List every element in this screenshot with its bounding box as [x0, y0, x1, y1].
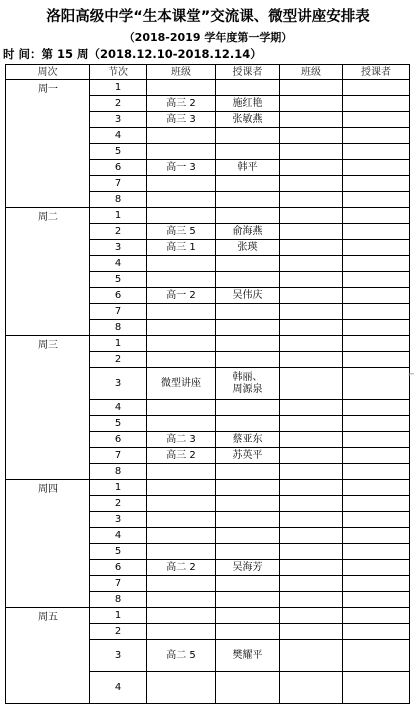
day-cell: 周五 — [6, 608, 90, 704]
header-class: 班级 — [147, 65, 216, 80]
teacher-cell-2 — [343, 464, 410, 480]
class-cell-2 — [280, 288, 343, 304]
class-cell — [147, 208, 216, 224]
time-line: 时 间：第 15 周（2018.12.10-2018.12.14） — [3, 47, 262, 61]
header-class-2: 班级 — [280, 65, 343, 80]
teacher-cell-2 — [343, 160, 410, 176]
teacher-cell: 俞海燕 — [216, 224, 280, 240]
teacher-cell — [216, 544, 280, 560]
period-cell: 2 — [90, 96, 147, 112]
class-cell-2 — [280, 128, 343, 144]
teacher-cell-2 — [343, 272, 410, 288]
teacher-cell-2 — [343, 352, 410, 368]
period-cell: 1 — [90, 336, 147, 352]
class-cell-2 — [280, 368, 343, 400]
class-cell — [147, 400, 216, 416]
class-cell-2 — [280, 672, 343, 704]
class-cell-2 — [280, 560, 343, 576]
header-period: 节次 — [90, 65, 147, 80]
teacher-cell-2 — [343, 576, 410, 592]
teacher-cell: 张敏燕 — [216, 112, 280, 128]
teacher-cell — [216, 208, 280, 224]
class-cell — [147, 352, 216, 368]
class-cell-2 — [280, 352, 343, 368]
teacher-cell — [216, 128, 280, 144]
teacher-cell-2 — [343, 320, 410, 336]
class-cell-2 — [280, 480, 343, 496]
teacher-cell — [216, 576, 280, 592]
teacher-cell-2 — [343, 560, 410, 576]
edge-mark: ⌐ — [408, 370, 415, 379]
class-cell-2 — [280, 80, 343, 96]
table-row — [6, 608, 410, 624]
class-cell-2 — [280, 256, 343, 272]
teacher-cell: 韩平 — [216, 160, 280, 176]
teacher-cell-2 — [343, 432, 410, 448]
class-cell-2 — [280, 176, 343, 192]
period-cell: 8 — [90, 320, 147, 336]
teacher-cell — [216, 272, 280, 288]
teacher-cell-2 — [343, 128, 410, 144]
teacher-cell-2 — [343, 448, 410, 464]
period-cell: 7 — [90, 448, 147, 464]
class-cell — [147, 576, 216, 592]
table-row — [6, 208, 410, 224]
class-cell — [147, 128, 216, 144]
header-teacher: 授课者 — [216, 65, 280, 80]
period-cell: 3 — [90, 640, 147, 672]
teacher-cell-2 — [343, 288, 410, 304]
teacher-cell — [216, 592, 280, 608]
teacher-cell-2 — [343, 192, 410, 208]
period-cell: 1 — [90, 480, 147, 496]
teacher-cell — [216, 480, 280, 496]
period-cell: 7 — [90, 304, 147, 320]
teacher-cell-2 — [343, 400, 410, 416]
class-cell: 高三 1 — [147, 240, 216, 256]
class-cell-2 — [280, 224, 343, 240]
teacher-cell — [216, 352, 280, 368]
day-cell: 周四 — [6, 480, 90, 608]
teacher-cell — [216, 512, 280, 528]
teacher-cell-2 — [343, 480, 410, 496]
teacher-line-2: 周源泉 — [232, 383, 263, 395]
teacher-cell — [216, 144, 280, 160]
class-cell-2 — [280, 96, 343, 112]
teacher-cell — [216, 320, 280, 336]
teacher-cell — [216, 192, 280, 208]
class-cell-2 — [280, 192, 343, 208]
class-cell: 高一 3 — [147, 160, 216, 176]
class-cell-2 — [280, 304, 343, 320]
day-cell: 周一 — [6, 80, 90, 208]
class-cell — [147, 512, 216, 528]
class-cell — [147, 464, 216, 480]
class-cell — [147, 608, 216, 624]
class-cell — [147, 416, 216, 432]
period-cell: 4 — [90, 256, 147, 272]
teacher-cell-2 — [343, 256, 410, 272]
class-cell-2 — [280, 272, 343, 288]
period-cell: 8 — [90, 592, 147, 608]
teacher-cell-2 — [343, 640, 410, 672]
class-cell — [147, 592, 216, 608]
table-row — [6, 480, 410, 496]
class-cell — [147, 272, 216, 288]
teacher-cell-2 — [343, 592, 410, 608]
class-cell-2 — [280, 496, 343, 512]
class-cell: 高二 2 — [147, 560, 216, 576]
class-cell — [147, 544, 216, 560]
document-subtitle: （2018-2019 学年度第一学期） — [123, 31, 293, 44]
teacher-cell-2 — [343, 496, 410, 512]
teacher-cell: 樊耀平 — [216, 640, 280, 672]
table-row — [6, 80, 410, 96]
period-cell: 8 — [90, 464, 147, 480]
teacher-cell-2 — [343, 304, 410, 320]
period-cell: 3 — [90, 240, 147, 256]
teacher-cell — [216, 624, 280, 640]
table-row — [6, 336, 410, 352]
class-cell-2 — [280, 416, 343, 432]
class-cell-2 — [280, 544, 343, 560]
day-cell: 周三 — [6, 336, 90, 480]
class-cell-2 — [280, 640, 343, 672]
teacher-cell — [216, 80, 280, 96]
period-cell: 5 — [90, 416, 147, 432]
class-cell — [147, 624, 216, 640]
class-cell — [147, 528, 216, 544]
class-cell-2 — [280, 400, 343, 416]
day-cell: 周二 — [6, 208, 90, 336]
schedule-table — [5, 64, 410, 704]
teacher-cell-2 — [343, 224, 410, 240]
class-cell: 微型讲座 — [147, 368, 216, 400]
class-cell-2 — [280, 112, 343, 128]
class-cell — [147, 192, 216, 208]
class-cell-2 — [280, 208, 343, 224]
teacher-cell — [216, 400, 280, 416]
teacher-cell: 张瑛 — [216, 240, 280, 256]
period-cell: 7 — [90, 176, 147, 192]
class-cell — [147, 256, 216, 272]
class-cell — [147, 304, 216, 320]
period-cell: 2 — [90, 496, 147, 512]
teacher-cell — [216, 368, 280, 400]
period-cell: 2 — [90, 224, 147, 240]
period-cell: 1 — [90, 208, 147, 224]
teacher-cell — [216, 464, 280, 480]
period-cell: 6 — [90, 432, 147, 448]
class-cell — [147, 80, 216, 96]
teacher-cell — [216, 528, 280, 544]
teacher-cell: 吴海芳 — [216, 560, 280, 576]
teacher-cell-2 — [343, 336, 410, 352]
class-cell — [147, 480, 216, 496]
teacher-cell — [216, 256, 280, 272]
teacher-cell-2 — [343, 544, 410, 560]
teacher-cell-2 — [343, 80, 410, 96]
class-cell-2 — [280, 320, 343, 336]
period-cell: 4 — [90, 528, 147, 544]
class-cell-2 — [280, 240, 343, 256]
teacher-cell-2 — [343, 512, 410, 528]
class-cell-2 — [280, 512, 343, 528]
period-cell: 5 — [90, 544, 147, 560]
teacher-cell: 蔡亚东 — [216, 432, 280, 448]
header-week: 周次 — [6, 65, 90, 80]
class-cell-2 — [280, 608, 343, 624]
class-cell-2 — [280, 432, 343, 448]
teacher-cell — [216, 176, 280, 192]
class-cell — [147, 336, 216, 352]
teacher-cell — [216, 336, 280, 352]
class-cell — [147, 672, 216, 704]
class-cell-2 — [280, 448, 343, 464]
class-cell-2 — [280, 464, 343, 480]
document-title: 洛阳高级中学“生本课堂”交流课、微型讲座安排表 — [46, 9, 370, 25]
period-cell: 2 — [90, 352, 147, 368]
period-cell: 4 — [90, 400, 147, 416]
class-cell: 高三 2 — [147, 448, 216, 464]
teacher-cell — [216, 608, 280, 624]
teacher-cell-2 — [343, 368, 410, 400]
period-cell: 2 — [90, 624, 147, 640]
period-cell: 1 — [90, 80, 147, 96]
period-cell: 3 — [90, 112, 147, 128]
class-cell: 高二 3 — [147, 432, 216, 448]
period-cell: 3 — [90, 512, 147, 528]
class-cell — [147, 144, 216, 160]
class-cell-2 — [280, 528, 343, 544]
teacher-cell-2 — [343, 528, 410, 544]
teacher-cell-2 — [343, 96, 410, 112]
teacher-cell — [216, 416, 280, 432]
class-cell-2 — [280, 144, 343, 160]
period-cell: 1 — [90, 608, 147, 624]
teacher-cell — [216, 304, 280, 320]
period-cell: 8 — [90, 192, 147, 208]
teacher-cell — [216, 672, 280, 704]
period-cell: 5 — [90, 144, 147, 160]
teacher-cell-2 — [343, 208, 410, 224]
teacher-cell — [216, 496, 280, 512]
class-cell — [147, 320, 216, 336]
period-cell: 7 — [90, 576, 147, 592]
period-cell: 5 — [90, 272, 147, 288]
period-cell: 4 — [90, 128, 147, 144]
teacher-cell-2 — [343, 624, 410, 640]
period-cell: 6 — [90, 288, 147, 304]
period-cell: 3 — [90, 368, 147, 400]
class-cell-2 — [280, 160, 343, 176]
teacher-cell: 施红艳 — [216, 96, 280, 112]
teacher-cell: 吴伟庆 — [216, 288, 280, 304]
teacher-cell-2 — [343, 608, 410, 624]
header-teacher-2: 授课者 — [343, 65, 410, 80]
teacher-cell-2 — [343, 672, 410, 704]
teacher-cell-2 — [343, 112, 410, 128]
teacher-cell: 苏英平 — [216, 448, 280, 464]
class-cell: 高三 2 — [147, 96, 216, 112]
teacher-cell-2 — [343, 176, 410, 192]
class-cell: 高三 3 — [147, 112, 216, 128]
period-cell: 6 — [90, 560, 147, 576]
header-row — [6, 65, 410, 80]
class-cell: 高二 5 — [147, 640, 216, 672]
class-cell: 高一 2 — [147, 288, 216, 304]
class-cell: 高三 5 — [147, 224, 216, 240]
period-cell: 4 — [90, 672, 147, 704]
class-cell — [147, 176, 216, 192]
class-cell-2 — [280, 336, 343, 352]
teacher-cell-2 — [343, 416, 410, 432]
period-cell: 6 — [90, 160, 147, 176]
class-cell — [147, 496, 216, 512]
teacher-line-1: 韩丽、 — [232, 371, 263, 383]
class-cell-2 — [280, 576, 343, 592]
teacher-cell-2 — [343, 240, 410, 256]
class-cell-2 — [280, 592, 343, 608]
teacher-cell-2 — [343, 144, 410, 160]
class-cell-2 — [280, 624, 343, 640]
